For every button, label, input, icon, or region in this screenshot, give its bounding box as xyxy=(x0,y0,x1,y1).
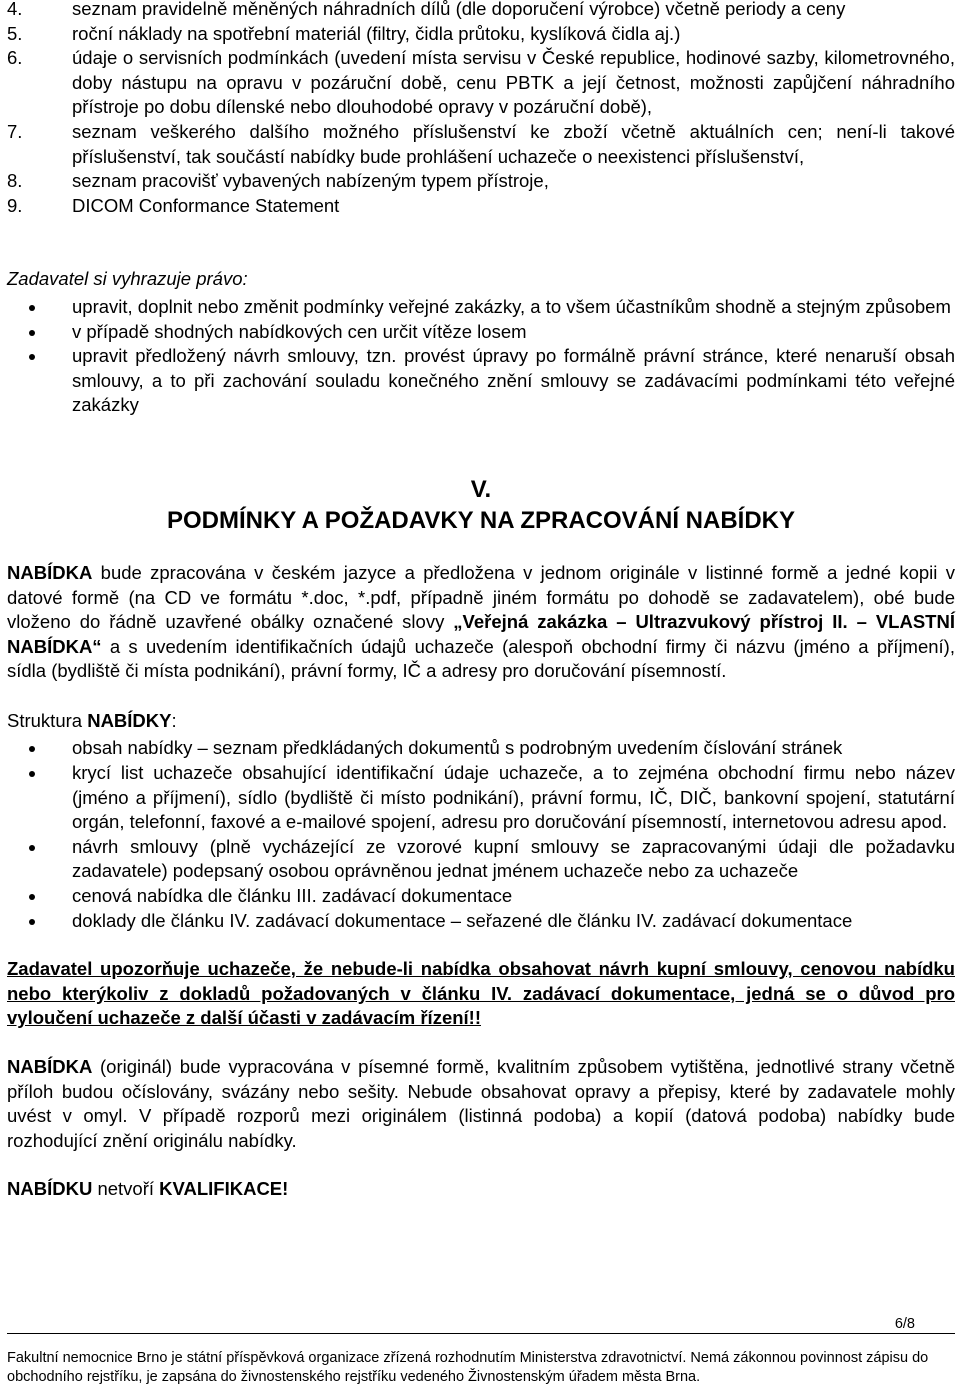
structure-heading xyxy=(7,709,955,734)
document-page xyxy=(7,0,955,1202)
list-item xyxy=(7,295,955,320)
list-item xyxy=(7,884,955,909)
original-paragraph xyxy=(7,1055,955,1153)
bullet-icon xyxy=(29,919,35,925)
original-lead: NABÍDKA xyxy=(7,1056,93,1077)
bullet-icon xyxy=(29,771,35,777)
list-text: seznam veškerého dalšího možného příslušenství ke zboží včetně aktuálních cen; není-li takové příslušenství, tak součástí nabídky bude prohlášení uchazeče o neexistenci příslušenství, xyxy=(72,120,955,167)
qualification-note xyxy=(7,1177,955,1202)
offer-paragraph xyxy=(7,561,955,684)
list-item xyxy=(7,22,955,47)
envelope-label: „Veřejná zakázka – Ultrazvukový přístroj II. – VLASTNÍ NABÍDKA“ xyxy=(7,611,955,657)
list-item xyxy=(7,169,955,194)
structure-bold: NABÍDKY xyxy=(87,709,172,731)
list-item xyxy=(7,46,955,120)
list-item xyxy=(7,120,955,169)
structure-prefix: Struktura xyxy=(7,709,88,731)
list-text: krycí list uchazeče obsahující identifikační údaje uchazeče, a to zejména obchodní firmu nebo název (jméno a příjmení), sídlo (bydliště či místo podnikání), právní formu, IČ, DIČ, bankovní spojení, statutární orgán, telefonní, faxové a e-mailové spojení, adresu pro doručování písemností, internetovou adresu apod. xyxy=(72,762,955,833)
structure-list xyxy=(7,736,955,933)
list-number: 6. xyxy=(7,47,23,69)
qualification-bold: KVALIFIKACE! xyxy=(159,1178,289,1200)
list-text: návrh smlouvy (plně vycházející ze vzorové kupní smlouvy se zapracovanými údaji dle požadavku zadavatele) podepsaný osobou oprávněnou jednat jménem uchazeče nebo za uchazeče xyxy=(72,835,955,882)
list-text: seznam pracovišť vybavených nabízeným typem přístroje, xyxy=(72,170,549,192)
list-item xyxy=(7,320,955,345)
list-text: údaje o servisních podmínkách (uvedení místa servisu v České republice, hodinové sazby, kilometrovného, doby nástupu na opravu v pozáruční době, cenu PBTK a její četnost, možnosti zapůjčení náhradního přístroje po dobu dílenské nebo dlouhodobé opravy v pozáruční době), xyxy=(72,47,955,118)
list-text: roční náklady na spotřební materiál (filtry, čidla průtoku, kyslíková čidla aj.) xyxy=(72,22,681,44)
list-number: 9. xyxy=(7,194,23,216)
numbered-list xyxy=(7,0,955,218)
list-number: 4. xyxy=(7,0,23,19)
list-text: seznam pravidelně měněných náhradních dílů (dle doporučení výrobce) včetně periody a ceny xyxy=(72,0,846,19)
footer-divider xyxy=(7,1333,955,1334)
page-number: 6/8 xyxy=(894,1316,915,1332)
qualification-mid: netvoří xyxy=(92,1178,160,1200)
list-item xyxy=(7,736,955,761)
list-item xyxy=(7,0,955,22)
list-text: doklady dle článku IV. zadávací dokumentace – seřazené dle článku IV. zadávací dokumentace xyxy=(72,909,853,931)
rights-heading: Zadavatel si vyhrazuje právo: xyxy=(7,268,248,290)
list-number: 5. xyxy=(7,22,23,44)
bullet-icon xyxy=(29,354,35,360)
list-item xyxy=(7,909,955,934)
bullet-icon xyxy=(29,894,35,900)
list-text: upravit předložený návrh smlouvy, tzn. provést úpravy po formálně právní stránce, které nenaruší obsah smlouvy, a to při zachování souladu konečného znění smlouvy se zadávacími podmínkami této veřejné zakázky xyxy=(72,345,955,416)
list-text: obsah nabídky – seznam předkládaných dokumentů s podrobným uvedením číslování stránek xyxy=(72,737,843,759)
list-item xyxy=(7,835,955,884)
list-text: cenová nabídka dle článku III. zadávací dokumentace xyxy=(72,885,513,907)
offer-text-2: a s uvedením identifikačních údajů uchazeče (alespoň obchodní firmy či názvu (jméno a příjmení), sídla (bydliště či místa podnikání), právní formy, IČ a adresy pro doručování písemností. xyxy=(7,635,955,682)
list-text: DICOM Conformance Statement xyxy=(72,194,340,216)
warning-paragraph: Zadavatel upozorňuje uchazeče, že nebude-li nabídka obsahovat návrh kupní smlouvy, cenovou nabídku nebo kterýkoliv z dokladů požadovaných v článku IV. zadávací dokumentace, jedná se o důvod pro vyloučení uchazeče z další účasti v zadávacím řízení!! xyxy=(7,958,955,1029)
list-item xyxy=(7,761,955,835)
list-number: 8. xyxy=(7,170,23,192)
list-item xyxy=(7,194,955,219)
structure-suffix: : xyxy=(171,709,177,731)
section-title: PODMÍNKY A POŽADAVKY NA ZPRACOVÁNÍ NABÍDKY xyxy=(166,506,796,534)
bullet-icon xyxy=(29,305,35,311)
list-text: upravit, doplnit nebo změnit podmínky veřejné zakázky, a to všem účastníkům shodně a stejným způsobem xyxy=(72,295,951,317)
footer-text: Fakultní nemocnice Brno je státní příspěvková organizace zřízená rozhodnutím Ministerstva zdravotnictví. Nemá zákonnou povinnost zápisu do obchodního rejstříku, je zapsána do živnostenského rejstříku vedeného Živnostenským úřadem města Brna. xyxy=(7,1350,929,1385)
list-number: 7. xyxy=(7,120,23,142)
bullet-icon xyxy=(29,746,35,752)
list-text: v případě shodných nabídkových cen určit vítěze losem xyxy=(72,320,527,342)
original-text: (originál) bude vypracována v písemné formě, kvalitním způsobem vytištěna, jednotlivé strany včetně příloh budou očíslovány, svázány nebo sešity. Nebude obsahovat opravy a přepisy, které by zadavatele mohly uvést v omyl. V případě rozporů mezi originálem (listinná podoba) a kopií (datová podoba) nabídky bude rozhodující znění originálu nabídky. xyxy=(7,1056,955,1151)
offer-lead: NABÍDKA xyxy=(7,561,93,583)
offer-text-1: bude zpracována v českém jazyce a předložena v jednom originále v listinné formě a jedné kopii v datové formě (na CD ve formátu *.doc, *.pdf, případně jiném formátu po dohodě se zadavatelem), obé bude vloženo do řádně uzavřené obálky označené slovy xyxy=(7,561,955,633)
list-item xyxy=(7,344,955,418)
section-number: V. xyxy=(470,475,492,503)
rights-list xyxy=(7,295,955,418)
bullet-icon xyxy=(29,330,35,336)
bullet-icon xyxy=(29,845,35,851)
qualification-lead: NABÍDKU xyxy=(7,1178,93,1200)
